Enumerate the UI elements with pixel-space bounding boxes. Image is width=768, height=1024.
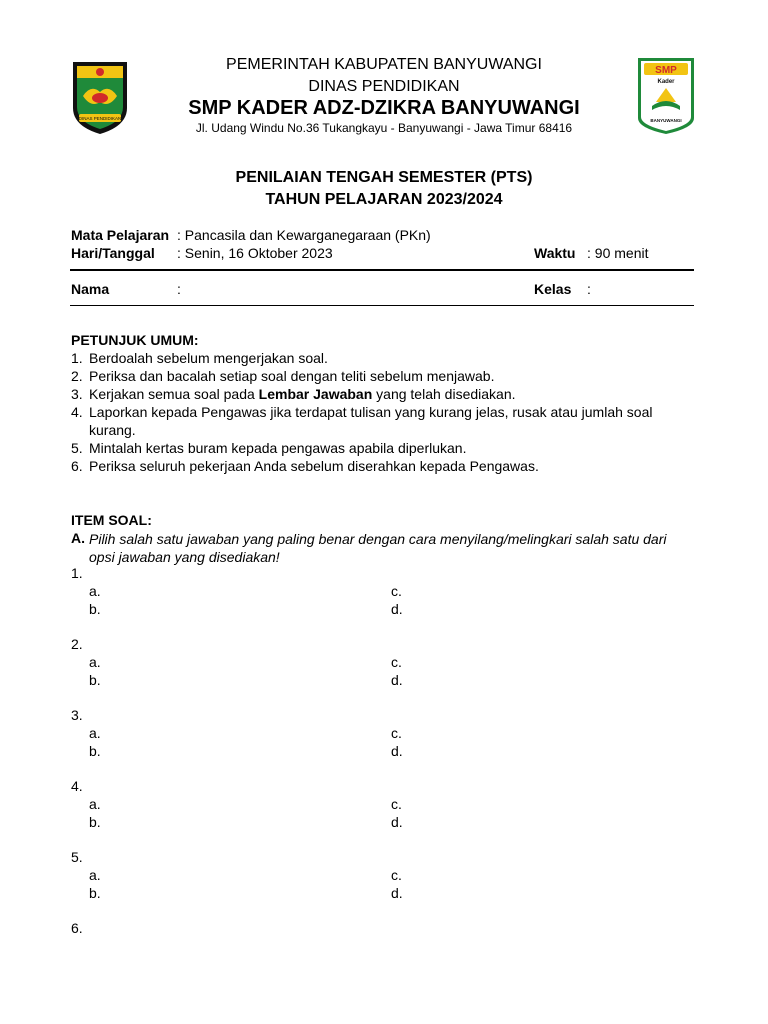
svg-text:DINAS PENDIDIKAN: DINAS PENDIDIKAN: [78, 116, 122, 121]
date-label: Hari/Tanggal: [71, 245, 155, 261]
option-b[interactable]: b.: [89, 743, 101, 759]
option-d[interactable]: d.: [391, 814, 403, 830]
option-c[interactable]: c.: [391, 583, 402, 599]
date-value: : Senin, 16 Oktober 2023: [177, 245, 333, 261]
answer-sheet-emphasis: Lembar Jawaban: [258, 386, 373, 402]
divider-top: [70, 269, 694, 271]
question-number: 5.: [71, 849, 83, 865]
class-field[interactable]: :: [587, 281, 591, 297]
section-a-label: A.: [71, 530, 85, 546]
option-c[interactable]: c.: [391, 654, 402, 670]
svg-text:BANYUWANGI: BANYUWANGI: [650, 118, 682, 123]
option-c[interactable]: c.: [391, 867, 402, 883]
subject-label: Mata Pelajaran: [71, 227, 170, 243]
option-a[interactable]: a.: [89, 654, 101, 670]
instruction-item: 3. Kerjakan semua soal pada Lembar Jawaban yang telah disediakan.: [71, 386, 516, 402]
header-address: Jl. Udang Windu No.36 Tukangkayu - Banyuwangi - Jawa Timur 68416: [195, 121, 573, 135]
question-number: 6.: [71, 920, 83, 936]
class-label: Kelas: [534, 281, 572, 297]
instruction-item: 6. Periksa seluruh pekerjaan Anda sebelum diserahkan kepada Pengawas.: [71, 458, 539, 474]
header-department: DINAS PENDIDIKAN: [308, 78, 460, 95]
divider-bottom: [70, 305, 694, 306]
section-a-instruction: Pilih salah satu jawaban yang paling benar dengan cara menyilang/melingkari salah satu dari opsi jawaban yang disediakan!: [89, 531, 667, 565]
exam-year: TAHUN PELAJARAN 2023/2024: [265, 191, 503, 208]
subject-value: : Pancasila dan Kewarganegaraan (PKn): [177, 227, 431, 243]
name-field[interactable]: :: [177, 281, 181, 297]
option-a[interactable]: a.: [89, 583, 101, 599]
header-government: PEMERINTAH KABUPATEN BANYUWANGI: [226, 56, 542, 73]
option-b[interactable]: b.: [89, 672, 101, 688]
items-heading: ITEM SOAL:: [71, 512, 152, 528]
instruction-item: 1. Berdoalah sebelum mengerjakan soal.: [71, 350, 328, 366]
question-number: 3.: [71, 707, 83, 723]
instructions-list: [71, 349, 701, 475]
instruction-item: 5. Mintalah kertas buram kepada pengawas apabila diperlukan.: [71, 440, 467, 456]
option-d[interactable]: d.: [391, 672, 403, 688]
time-value: : 90 menit: [587, 245, 649, 261]
time-label: Waktu: [534, 245, 576, 261]
option-a[interactable]: a.: [89, 867, 101, 883]
option-a[interactable]: a.: [89, 725, 101, 741]
question-number: 4.: [71, 778, 83, 794]
option-d[interactable]: d.: [391, 601, 403, 617]
option-d[interactable]: d.: [391, 743, 403, 759]
option-c[interactable]: c.: [391, 796, 402, 812]
option-d[interactable]: d.: [391, 885, 403, 901]
option-b[interactable]: b.: [89, 814, 101, 830]
instructions-heading: PETUNJUK UMUM:: [71, 332, 199, 348]
option-b[interactable]: b.: [89, 601, 101, 617]
svg-text:SMP: SMP: [655, 65, 677, 76]
instruction-item: 4. Laporkan kepada Pengawas jika terdapat tulisan yang kurang jelas, rusak atau jumlah soal kurang.: [71, 404, 653, 438]
instruction-item: 2. Periksa dan bacalah setiap soal dengan teliti sebelum menjawab.: [71, 368, 495, 384]
option-c[interactable]: c.: [391, 725, 402, 741]
option-a[interactable]: a.: [89, 796, 101, 812]
question-number: 2.: [71, 636, 83, 652]
svg-text:Kader: Kader: [657, 79, 675, 85]
option-b[interactable]: b.: [89, 885, 101, 901]
question-number: 1.: [71, 565, 83, 581]
name-label: Nama: [71, 281, 110, 297]
exam-title: PENILAIAN TENGAH SEMESTER (PTS): [235, 169, 533, 186]
header-school-name: SMP KADER ADZ-DZIKRA BANYUWANGI: [188, 97, 580, 119]
